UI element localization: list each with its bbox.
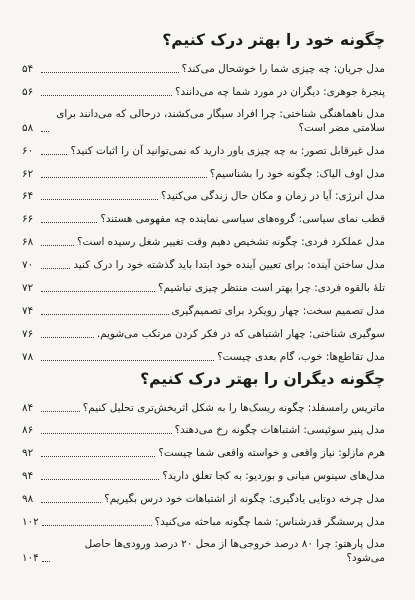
dot-leader — [41, 245, 74, 246]
toc-entry-title: مدل پارهتو: چرا ۸۰ درصد خروجی‌ها از محل ۲۰ درصد ورودی‌ها حاصل می‌شود؟ — [84, 538, 385, 565]
dot-leader — [41, 291, 155, 292]
dot-leader — [41, 314, 169, 315]
toc-page-number: ۸۶ — [22, 424, 34, 437]
dot-leader — [41, 337, 94, 338]
toc-page-number: ۷۰ — [22, 259, 34, 272]
toc-entry-title: مدل چرخه دوتایی یادگیری: چگونه از اشتباهات خود درس بگیریم؟ — [104, 493, 385, 506]
toc-entry[interactable] — [22, 161, 385, 184]
dot-leader — [41, 131, 49, 132]
toc-entry[interactable] — [22, 532, 385, 568]
section-title: چگونه خود را بهتر درک کنیم؟ — [162, 31, 385, 49]
toc-page-number: ۶۰ — [22, 144, 34, 157]
dot-leader — [41, 199, 158, 200]
toc-entry[interactable] — [22, 395, 385, 418]
toc-entry[interactable] — [22, 418, 385, 441]
dot-leader — [41, 154, 67, 155]
dot-leader — [41, 502, 101, 503]
toc-list — [22, 395, 385, 568]
dot-leader — [41, 222, 97, 223]
dot-leader — [41, 456, 155, 457]
toc-page-number: ۶۶ — [22, 213, 34, 226]
toc-page-number: ۶۲ — [22, 167, 34, 180]
toc-entry-title: هرم مازلو: نیاز واقعی و خواسته واقعی شما چیست؟ — [158, 447, 385, 460]
toc-entry[interactable] — [22, 463, 385, 486]
toc-entry-title: ماتریس رامسفلد: چگونه ریسک‌ها را به شکل اثربخش‌تری تحلیل کنیم؟ — [82, 401, 385, 414]
toc-entry-title: مدل تصمیم سخت: چهار رویکرد برای تصمیم‌گیری — [171, 304, 385, 317]
dot-leader — [41, 177, 207, 178]
toc-page-number: ۹۴ — [22, 470, 34, 483]
toc-entry[interactable] — [22, 56, 385, 79]
toc-entry[interactable] — [22, 321, 385, 344]
dot-leader — [42, 525, 152, 526]
toc-page-number: ۹۸ — [22, 493, 34, 506]
dot-leader — [41, 95, 172, 96]
dot-leader — [41, 479, 159, 480]
toc-page-number: ۱۰۴ — [22, 552, 39, 565]
toc-entry-title: مدل انرژی: آیا در زمان و مکان حال زندگی می‌کنید؟ — [160, 190, 385, 203]
toc-entry-title: مدل پنیر سوئیسی: اشتباهات چگونه رخ می‌دهند؟ — [174, 424, 385, 437]
toc-page-number: ۹۲ — [22, 447, 34, 460]
toc-entry-title: مدل تقاطع‌ها: خوب، گام بعدی چیست؟ — [217, 350, 385, 363]
dot-leader — [41, 411, 80, 412]
toc-page-number: ۶۸ — [22, 236, 34, 249]
toc-entry-title: مدل‌های سینوس میانی و بوردیو: به کجا تعلق دارید؟ — [162, 470, 385, 483]
toc-entry[interactable] — [22, 440, 385, 463]
toc-entry[interactable] — [22, 344, 385, 367]
dot-leader — [41, 268, 70, 269]
toc-entry-title: مدل غیرقابل تصور: به چه چیزی باور دارید که نمی‌توانید آن را اثبات کنید؟ — [70, 144, 385, 157]
toc-entry-title: تلهٔ بالقوه فردی: چرا بهتر است منتظر چیزی نباشیم؟ — [158, 282, 385, 295]
toc-page-number: ۵۴ — [22, 62, 34, 75]
toc-page-number: ۱۰۲ — [22, 516, 39, 529]
toc-page-number: ۷۶ — [22, 327, 34, 340]
toc-page-number: ۵۸ — [22, 121, 34, 134]
toc-entry-title: مدل ساختن آینده: برای تعیین آینده خود ابتدا باید گذشته خود را درک کنید — [73, 259, 385, 272]
toc-entry[interactable] — [22, 486, 385, 509]
toc-entry[interactable] — [22, 509, 385, 532]
toc-page-number: ۷۲ — [22, 282, 34, 295]
toc-list — [22, 56, 385, 367]
dot-leader — [42, 561, 50, 562]
toc-page-number: ۶۴ — [22, 190, 34, 203]
toc-entry[interactable] — [22, 275, 385, 298]
toc-entry-title: مدل جریان: چه چیزی شما را خوشحال می‌کند؟ — [181, 62, 385, 75]
toc-entry[interactable] — [22, 138, 385, 161]
toc-entry[interactable] — [22, 102, 385, 138]
toc-entry-title: مدل ناهماهنگی شناختی: چرا افراد سیگار می‌کشند، درحالی که می‌دانند برای سلامتی مضر است؟ — [56, 107, 385, 134]
toc-entry-title: قطب نمای سیاسی: گروه‌های سیاسی نماینده چه مفهومی هستند؟ — [100, 213, 385, 226]
toc-entry[interactable] — [22, 206, 385, 229]
section-title: چگونه دیگران را بهتر درک کنیم؟ — [140, 369, 385, 388]
toc-entry-title: مدل پرسشگر قدرشناس: شما چگونه مباحثه می‌کنید؟ — [154, 516, 385, 529]
toc-entry-title: مدل اوف الیاک: چگونه خود را بشناسیم؟ — [209, 167, 385, 180]
dot-leader — [41, 72, 179, 73]
toc-entry[interactable] — [22, 298, 385, 321]
toc-page-number: ۵۶ — [22, 85, 34, 98]
toc-page-number: ۷۴ — [22, 304, 34, 317]
toc-entry-title: پنجرهٔ جوهری: دیگران در مورد شما چه می‌دانند؟ — [174, 85, 385, 98]
toc-entry-title: مدل عملکرد فردی: چگونه تشخیص دهیم وقت تغییر شغل رسیده است؟ — [77, 236, 385, 249]
toc-entry-title: سوگیری شناختی: چهار اشتباهی که در فکر کردن مرتکب می‌شویم. — [96, 327, 385, 340]
dot-leader — [41, 360, 214, 361]
toc-entry[interactable] — [22, 184, 385, 207]
toc-page-number: ۷۸ — [22, 350, 34, 363]
toc-page-number: ۸۴ — [22, 401, 34, 414]
toc-entry[interactable] — [22, 252, 385, 275]
toc-entry[interactable] — [22, 229, 385, 252]
toc-entry[interactable] — [22, 79, 385, 102]
dot-leader — [41, 433, 172, 434]
